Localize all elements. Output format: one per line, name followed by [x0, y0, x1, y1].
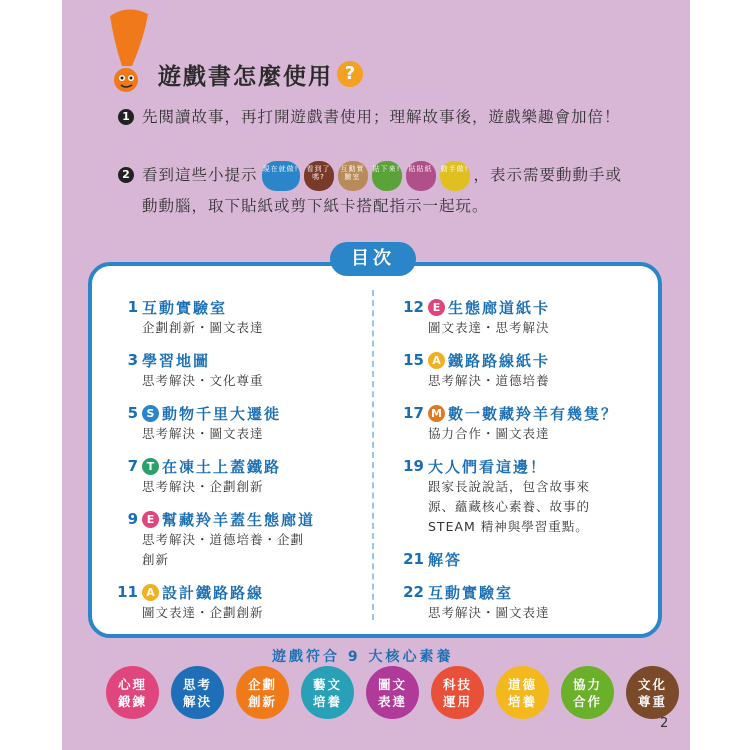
toc-entry-title: 生態廊道紙卡	[448, 298, 551, 317]
toc-page-number: 5	[127, 404, 138, 422]
core-competency-badge	[106, 666, 159, 719]
toc-entry[interactable]	[392, 455, 654, 537]
toc-entry-title: 互動實驗室	[428, 583, 514, 602]
toc-divider	[372, 290, 374, 620]
toc-page-number: 1	[127, 298, 138, 316]
intro-item-2	[118, 160, 638, 221]
toc-entry[interactable]	[106, 508, 368, 570]
toc-entry-head	[106, 455, 368, 477]
toc-entry[interactable]	[392, 402, 654, 444]
core-competency-badge	[496, 666, 549, 719]
exclamation-mascot-icon	[104, 8, 152, 94]
toc-page-number: 19	[403, 457, 424, 475]
core-line-1: 圖文	[377, 676, 407, 692]
core-line-1: 道德	[507, 676, 537, 692]
toc-entry-subtitle: 思考解決・文化尊重	[142, 373, 264, 388]
toc-entry-head	[106, 402, 368, 424]
steam-letter-badge: T	[142, 458, 159, 475]
toc-page-number: 15	[403, 351, 424, 369]
toc-entry[interactable]	[106, 349, 368, 391]
intro-text-before: 看到這些小提示	[142, 166, 258, 184]
intro-text-after: ，表示需要動動手或動動腦，取下貼紙或剪下紙卡搭配指示一起玩。	[142, 166, 623, 215]
toc-entry-subtitle: 源、蘊藏核心素養、故事的	[428, 499, 591, 514]
toc-entry-subtitle: STEAM 精神與學習重點。	[428, 519, 589, 534]
toc-entry[interactable]	[106, 455, 368, 497]
toc-entry-head	[392, 349, 654, 371]
steam-letter-badge: A	[428, 352, 445, 369]
toc-entry-title: 鐵路路線紙卡	[448, 351, 551, 370]
tip-icon: 現在就做!	[262, 161, 300, 191]
toc-entry[interactable]	[392, 349, 654, 391]
core-line-1: 協力	[572, 676, 602, 692]
toc-page-number: 11	[117, 583, 138, 601]
toc-title: 目次	[330, 242, 416, 276]
toc-entry[interactable]	[392, 548, 654, 570]
steam-letter-badge: M	[428, 405, 445, 422]
core-competency-badge	[626, 666, 679, 719]
toc-page-number: 12	[403, 298, 424, 316]
toc-entry-title: 動物千里大遷徙	[162, 404, 282, 423]
toc-entry-subtitle: 跟家長說說話，包含故事來	[428, 479, 591, 494]
toc-entry-head	[106, 349, 368, 371]
page-number: 2	[660, 716, 669, 731]
core-line-2: 運用	[442, 693, 472, 709]
toc-page-number: 9	[127, 510, 138, 528]
toc-entry[interactable]	[106, 581, 368, 623]
toc-entry-subtitle: 協力合作・圖文表達	[428, 426, 550, 441]
toc-entry-head	[392, 581, 654, 603]
toc-entry[interactable]	[392, 296, 654, 338]
tip-icon: 動手做!	[440, 161, 470, 191]
toc-entry[interactable]	[392, 581, 654, 623]
steam-letter-badge: E	[428, 299, 445, 316]
core-competency-badge	[171, 666, 224, 719]
core-line-1: 文化	[637, 676, 667, 692]
toc-entry-subtitle: 思考解決・圖文表達	[142, 426, 264, 441]
intro-text	[118, 160, 638, 221]
core-competency-badge	[431, 666, 484, 719]
toc-entry-subtitle: 企劃創新・圖文表達	[142, 320, 264, 335]
toc-right-column	[392, 296, 654, 634]
tip-icon: 看到了嗎?	[304, 161, 334, 191]
core-competency-badge	[366, 666, 419, 719]
core-competency-badge	[301, 666, 354, 719]
toc-entry-head	[392, 402, 654, 424]
steam-letter-badge: E	[142, 511, 159, 528]
toc-page-number: 3	[127, 351, 138, 369]
intro-number: 2	[118, 167, 134, 183]
toc-entry-title: 互動實驗室	[142, 298, 228, 317]
toc-entry-subtitle: 思考解決・圖文表達	[428, 605, 550, 620]
core-line-1: 科技	[442, 676, 472, 692]
intro-item-1	[118, 102, 638, 132]
core-line-2: 解決	[182, 693, 212, 709]
core-line-1: 企劃	[247, 676, 277, 692]
core-competency-title: 遊戲符合 9 大核心素養	[272, 649, 454, 665]
toc-entry[interactable]	[106, 402, 368, 444]
toc-left-column	[106, 296, 368, 634]
toc-page-number: 21	[403, 550, 424, 568]
core-competency-badge	[236, 666, 289, 719]
toc-entry-subtitle: 圖文表達・思考解決	[428, 320, 550, 335]
core-line-2: 培養	[312, 693, 342, 709]
toc-entry-title: 設計鐵路路線	[162, 583, 265, 602]
toc-page-number: 7	[127, 457, 138, 475]
tip-icon: 貼下來!	[372, 161, 402, 191]
toc-entry-title: 數一數藏羚羊有幾隻？	[448, 404, 619, 423]
toc-entry-head	[106, 581, 368, 603]
intro-text: 先閱讀故事，再打開遊戲書使用；理解故事後，遊戲樂趣會加倍！	[142, 108, 621, 126]
toc-entry-title: 學習地圖	[142, 351, 211, 370]
tip-icons	[262, 161, 470, 191]
toc-entry-title: 幫藏羚羊蓋生態廊道	[162, 510, 316, 529]
core-line-2: 表達	[377, 693, 407, 709]
toc-entry-subtitle: 思考解決・道德培養	[428, 373, 550, 388]
core-competency-list	[106, 666, 679, 719]
core-line-2: 創新	[247, 693, 277, 709]
question-mark-badge: ?	[337, 61, 363, 87]
core-line-2: 尊重	[637, 693, 667, 709]
tip-icon: 互動實驗室	[338, 161, 368, 191]
core-line-2: 鍛鍊	[117, 693, 147, 709]
steam-letter-badge: S	[142, 405, 159, 422]
core-line-1: 藝文	[312, 676, 342, 692]
core-line-2: 合作	[572, 693, 602, 709]
steam-letter-badge: A	[142, 584, 159, 601]
toc-entry-title: 解答	[428, 550, 463, 569]
toc-entry-subtitle: 創新	[142, 552, 170, 567]
toc-page-number: 22	[403, 583, 424, 601]
toc-entry-title: 大人們看這邊！	[428, 457, 548, 476]
toc-page-number: 17	[403, 404, 424, 422]
toc-entry-subtitle: 思考解決・企劃創新	[142, 479, 264, 494]
toc-entry-head	[106, 296, 368, 318]
page-title	[158, 58, 363, 90]
toc-entry-head	[106, 508, 368, 530]
core-line-2: 培養	[507, 693, 537, 709]
core-competency-badge	[561, 666, 614, 719]
core-line-1: 心理	[117, 676, 147, 692]
toc-entry-title: 在凍土上蓋鐵路	[162, 457, 282, 476]
toc-entry-subtitle: 思考解決・道德培養・企劃	[142, 532, 305, 547]
tip-icon: 貼貼紙	[406, 161, 436, 191]
core-line-1: 思考	[182, 676, 212, 692]
page-title-text: 遊戲書怎麼使用	[158, 63, 333, 90]
toc-entry-head	[392, 455, 654, 477]
toc-entry-subtitle: 圖文表達・企劃創新	[142, 605, 264, 620]
toc-entry[interactable]	[106, 296, 368, 338]
toc-entry-head	[392, 548, 654, 570]
intro-number: 1	[118, 109, 134, 125]
toc-entry-head	[392, 296, 654, 318]
